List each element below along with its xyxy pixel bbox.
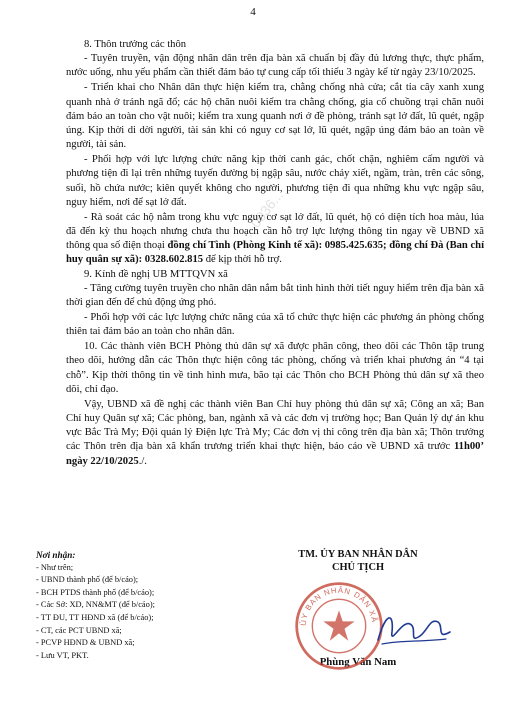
page-number: 4 xyxy=(250,6,256,18)
recipient-item: - Như trên; xyxy=(36,562,74,572)
svg-text:ỦY BAN NHÂN DÂN XÃ: ỦY BAN NHÂN DÂN XÃ xyxy=(298,585,380,627)
recipient-item: - Các Sở: XD, NN&MT (để b/cáo); xyxy=(36,600,155,610)
recipient-item: - PCVP HĐND & UBND xã; xyxy=(36,638,135,648)
signer-title: CHỦ TỊCH xyxy=(331,562,385,573)
paragraph: 10. Các thành viên BCH Phòng thủ dân sự xã được phân công, theo dõi các Thôn tập trung theo dõi, hướng dẫn các Thôn thực hiện công tác phòng, chống và triển khai phương án “4 tại chỗ”. Kịp thời thông tin về tình hình mưa, bão tại các Thôn cho BCH Phòng thủ dân sự xã theo dõi, chỉ đạo. xyxy=(66,341,484,395)
signer-name: Phùng Văn Nam xyxy=(319,656,397,668)
recipient-item: - BCH PTDS thành phố (để b/cáo); xyxy=(36,587,155,597)
watermark: ...0036... xyxy=(240,187,287,240)
signer-organization: TM. ỦY BAN NHÂN DÂN xyxy=(298,549,418,560)
recipient-item: - UBND thành phố (để b/cáo); xyxy=(36,575,139,585)
paragraph: - Phối hợp với lực lượng chức năng kịp thời canh gác, chốt chặn, nghiêm cấm người và phương tiện đi lại trên những tuyến đường bị ngập sâu, nước chảy xiết, ngầm, tràn, trên các sông, suối, hồ chứa nước; kiên quyết không cho người, phương tiện đi qua những khu vực ngập sâu, nguy hiểm, nơi để sạt lở đất. xyxy=(66,154,484,208)
handwritten-signature-icon xyxy=(372,606,456,652)
recipient-item: - Lưu VT, PKT. xyxy=(36,650,89,660)
recipient-item: - CT, các PCT UBND xã; xyxy=(36,625,122,635)
paragraph: - Triển khai cho Nhân dân thực hiện kiểm tra, chằng chống nhà cửa; cắt tỉa cây xanh xung quanh nhà ở tránh ngã đổ; các hộ chăn nuôi kiểm tra chằng chống, gia cố chuồng trại chăn nuôi đảm bảo an toàn cho vật nuôi; kiểm tra xung quanh nơi ở đề phòng, tránh sạt lở đất, lũ quét, ngập úng. Kịp thời di dời người, tài sản khi có nguy cơ sạt lở, lũ quét, ngập úng đảm bảo an toàn về người, tài sản. xyxy=(66,82,484,151)
recipients-heading: Nơi nhận: xyxy=(36,550,76,560)
paragraph: 8. Thôn trưởng các thôn xyxy=(84,39,187,50)
paragraph: - Tăng cường tuyên truyền cho nhân dân nắm bắt tình hình thời tiết nguy hiểm trên địa bàn xã thời gian đến để chủ động ứng phó. xyxy=(66,282,484,308)
document-body xyxy=(66,38,484,469)
paragraph: Vậy, UBND xã đề nghị các thành viên Ban Chỉ huy phòng thủ dân sự xã; Công an xã; Ban Chỉ huy Quân sự xã; Các phòng, ban, ngành xã và các đơn vị trường học; Ban Quản lý dự án khu vực Bắc Trà My; Đội quản lý Điện lực Trà My; Các đơn vị thi công trên địa bàn xã; Thôn trưởng các Thôn trên địa bàn xã khẩn trương triển khai thực hiện, báo cáo về UBND xã trước 11h00’ ngày 22/10/2025./. xyxy=(66,398,484,467)
paragraph: - Phối hợp với các lực lượng chức năng của xã tổ chức thực hiện các phương án phòng chống thiên tai đảm bảo an toàn cho nhân dân. xyxy=(66,311,484,338)
recipients-block xyxy=(36,549,236,662)
paragraph: - Rà soát các hộ nằm trong khu vực nguy cơ sạt lở đất, lũ quét, hộ có diện tích hoa màu, lúa đã đến kỳ thu hoạch nhưng chưa thu hoạch cần hỗ trợ lực lượng thông tin ngay về UBND xã thông qua số điện thoại đồng chí Tình (Phòng Kinh tế xã): 0985.425.635; đồng chí Đà (Ban chỉ huy quân sự xã): 0328.602.815 để kịp thời hỗ trợ. xyxy=(66,211,485,266)
paragraph: - Tuyên truyền, vận động nhân dân trên địa bàn xã chuẩn bị đầy đủ lương thực, thực phẩm, nước uống, nhu yếu phẩm cần thiết đảm bảo tự cung cấp tối thiểu 3 ngày kể từ ngày 23/10/2025. xyxy=(66,53,484,79)
recipient-item: - TT ĐU, TT HĐND xã (để b/cáo); xyxy=(36,612,154,622)
paragraph: 9. Kính đề nghị UB MTTQVN xã xyxy=(84,268,228,280)
